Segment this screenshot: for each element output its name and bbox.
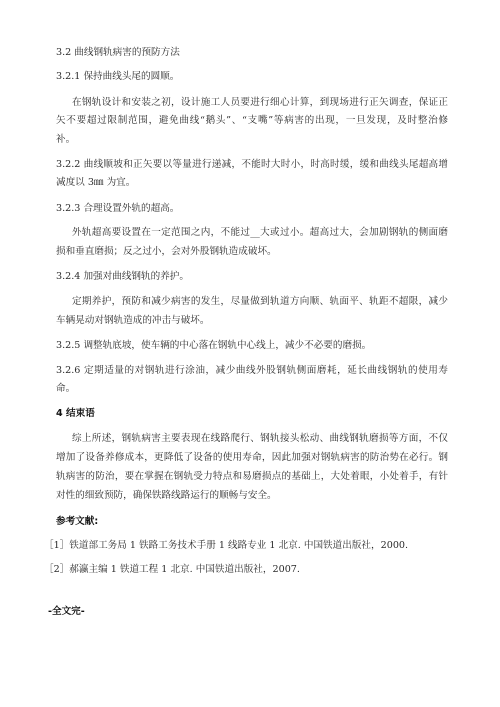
paragraph-1-line-3: 补。 (56, 134, 76, 145)
section-3-2-heading: 3.2 曲线钢轨病害的预防方法 (56, 47, 180, 58)
section-3-2-3-heading: 3.2.3 合理设置外轨的超高。 (56, 203, 180, 214)
reference-1: ［1］铁道部工务局 1 铁路工务技术手册 1 线路专业 1 北京. 中国铁道出版社，2000. (44, 540, 409, 551)
end-of-document-mark: -全文完- (48, 606, 85, 617)
paragraph-4-line-3: 轨病害的防治，要在掌握在钢轨受力特点和易磨损点的基础上，大处着眼，小处着手，有针 (56, 471, 448, 482)
section-3-2-2-line-2: 减度以 3㎜ 为宜。 (56, 177, 136, 188)
section-3-2-2-line-1: 3.2.2 曲线顺坡和正矢要以等量进行递减，不能时大时小，时高时缓，缓和曲线头尾超高增 (56, 159, 448, 170)
paragraph-3-line-2: 车辆晃动对钢轨造成的冲击与破坏。 (56, 315, 210, 326)
paragraph-2-line-1: 外轨超高要设置在一定范围之内，不能过__大或过小。超高过大，会加剧钢轨的侧面磨 (72, 227, 448, 238)
chapter-4-heading: 4 结束语 (56, 408, 95, 419)
paragraph-3-line-1: 定期养护，预防和减少病害的发生，尽量做到轨道方向顺、轨面平、轨距不超限，减少 (72, 296, 448, 307)
paragraph-4-line-1: 综上所述，钢轨病害主要表现在线路爬行、钢轨接头松动、曲线钢轨磨损等方面，不仅 (72, 433, 448, 444)
paragraph-2-line-2: 损和垂直磨损；反之过小，会对外股钢轨造成破坏。 (56, 246, 277, 257)
paragraph-1-line-1: 在钢轨设计和安装之初，设计施工人员要进行细心计算，到现场进行正矢调查，保证正 (72, 97, 448, 108)
paragraph-1-line-2: 矢不要超过限制范围，避免曲线“鹅头”、“支嘴”等病害的出现，一旦发现，及时整治修 (56, 115, 448, 126)
paragraph-4-line-4: 对性的细致预防，确保铁路线路运行的顺畅与安全。 (56, 490, 277, 501)
section-3-2-6-line-1: 3.2.6 定期适量的对钢轨进行涂油，减少曲线外股钢轨侧面磨耗，延长曲线钢轨的使用寿 (56, 365, 448, 376)
section-3-2-4-heading: 3.2.4 加强对曲线钢轨的养护。 (56, 271, 189, 282)
section-3-2-6-line-2: 命。 (56, 383, 76, 394)
reference-2: ［2］郝瀛主编 1 铁道工程 1 北京. 中国铁道出版社，2007. (44, 564, 300, 575)
paragraph-4-line-2: 增加了设备养修成本，更降低了设备的使用寿命，因此加强对钢轨病害的防治势在必行。钢 (56, 452, 448, 463)
section-3-2-5-line: 3.2.5 调整轨底坡，使车辆的中心落在钢轨中心线上，减少不必要的磨损。 (56, 340, 372, 351)
references-heading: 参考文献: (56, 516, 99, 527)
section-3-2-1-heading: 3.2.1 保持曲线头尾的圆顺。 (56, 71, 180, 82)
